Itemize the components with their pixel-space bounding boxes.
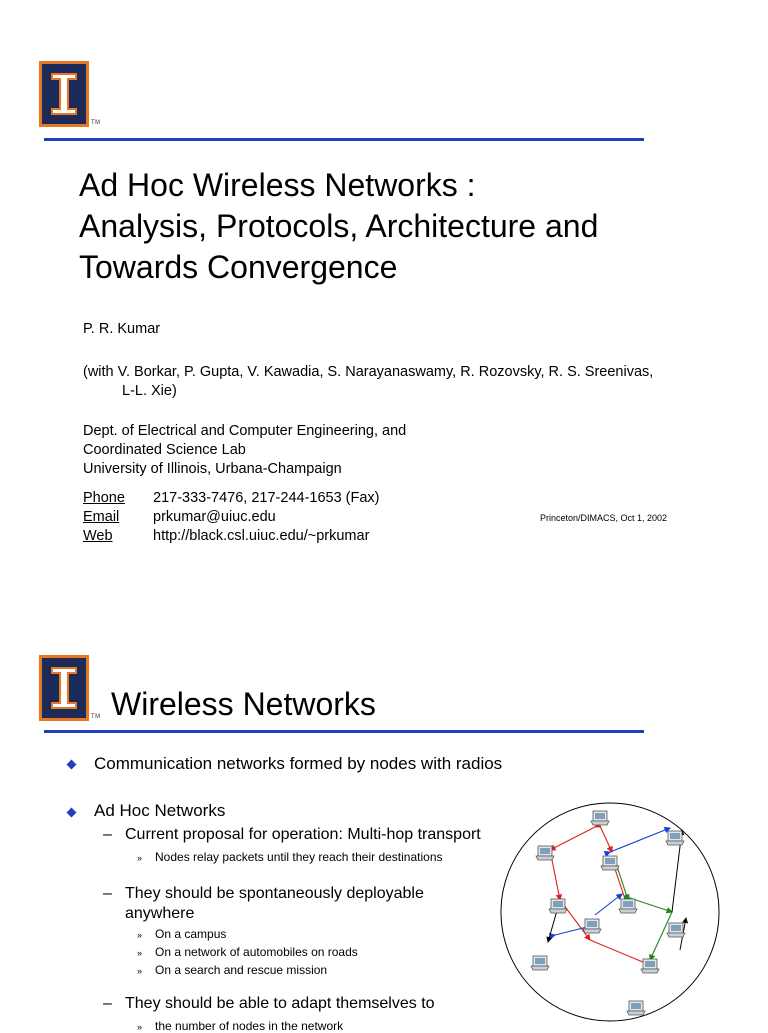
sub-sub-bullet-text: On a search and rescue mission [155, 963, 328, 977]
sub-bullet-text: They should be able to adapt themselves to [125, 995, 435, 1012]
bullet-item: Communication networks formed by nodes with radios [94, 754, 503, 773]
coauthors [83, 363, 723, 401]
coauthors-line: (with V. Borkar, P. Gupta, V. Kawadia, S. Narayanaswamy, R. Rozovsky, R. S. Sreenivas, [83, 364, 654, 380]
trademark-label: TM [91, 120, 101, 126]
illinois-logo-icon [39, 655, 89, 721]
contact-row-phone [83, 489, 380, 508]
venue-date: Princeton/DIMACS, Oct 1, 2002 [540, 513, 668, 523]
title-line: Towards Convergence [79, 249, 398, 285]
contact-row-email [83, 508, 380, 527]
sub-sub-bullet-text: Nodes relay packets until they reach their destinations [155, 850, 443, 864]
title-line: Analysis, Protocols, Architecture and [79, 208, 599, 244]
slide-title [79, 165, 739, 288]
contact-row-web [83, 527, 380, 546]
sub-sub-bullet: » On a search and rescue mission [137, 963, 328, 977]
title-line: Ad Hoc Wireless Networks : [79, 167, 476, 203]
affiliation-line: University of Illinois, Urbana-Champaign [83, 461, 342, 477]
phone-value: 217-333-7476, 217-244-1653 (Fax) [153, 490, 380, 506]
sub-sub-bullet: » Nodes relay packets until they reach their destinations [137, 850, 443, 864]
sub-bullet: – Current proposal for operation: Multi-hop transport [103, 826, 481, 843]
sub-sub-bullet: » On a network of automobiles on roads [137, 945, 358, 959]
author-name: P. R. Kumar [83, 321, 161, 337]
slide-title: Wireless Networks [111, 686, 376, 722]
trademark-label: TM [91, 714, 101, 720]
header-rule [44, 138, 644, 141]
header-rule [44, 730, 644, 733]
sub-bullet-text: They should be spontaneously deployable [125, 885, 424, 902]
bullet-item: Ad Hoc Networks [94, 801, 226, 820]
sub-bullet: – They should be able to adapt themselves to [103, 995, 435, 1012]
sub-sub-bullet-text: On a network of automobiles on roads [155, 945, 358, 959]
web-link[interactable]: Web [83, 528, 113, 544]
sub-sub-bullet: » On a campus [137, 927, 227, 941]
email-value: prkumar@uiuc.edu [153, 509, 276, 525]
sub-sub-bullet-text: On a campus [155, 927, 227, 941]
illinois-logo-icon [39, 61, 89, 127]
slide-2 [0, 630, 768, 1033]
affiliation [83, 422, 406, 479]
bullet-diamond-icon [67, 760, 77, 770]
bullet-diamond-icon [67, 808, 77, 818]
affiliation-line: Dept. of Electrical and Computer Engineering, and [83, 423, 407, 439]
email-link[interactable]: Email [83, 509, 120, 525]
coauthors-line: L-L. Xie) [122, 383, 177, 399]
sub-sub-bullet-text: the number of nodes in the network [155, 1019, 344, 1033]
sub-bullet: – They should be spontaneously deployable [103, 885, 424, 902]
affiliation-line: Coordinated Science Lab [83, 442, 246, 458]
sub-sub-bullet: » the number of nodes in the network [137, 1019, 344, 1033]
web-value: http://black.csl.uiuc.edu/~prkumar [153, 528, 370, 544]
contact-info [83, 489, 380, 546]
sub-bullet-text: Current proposal for operation: Multi-hop transport [125, 826, 481, 843]
sub-bullet-continuation: anywhere [125, 905, 195, 922]
phone-link[interactable]: Phone [83, 490, 125, 506]
ad-hoc-network-diagram [500, 800, 720, 1024]
